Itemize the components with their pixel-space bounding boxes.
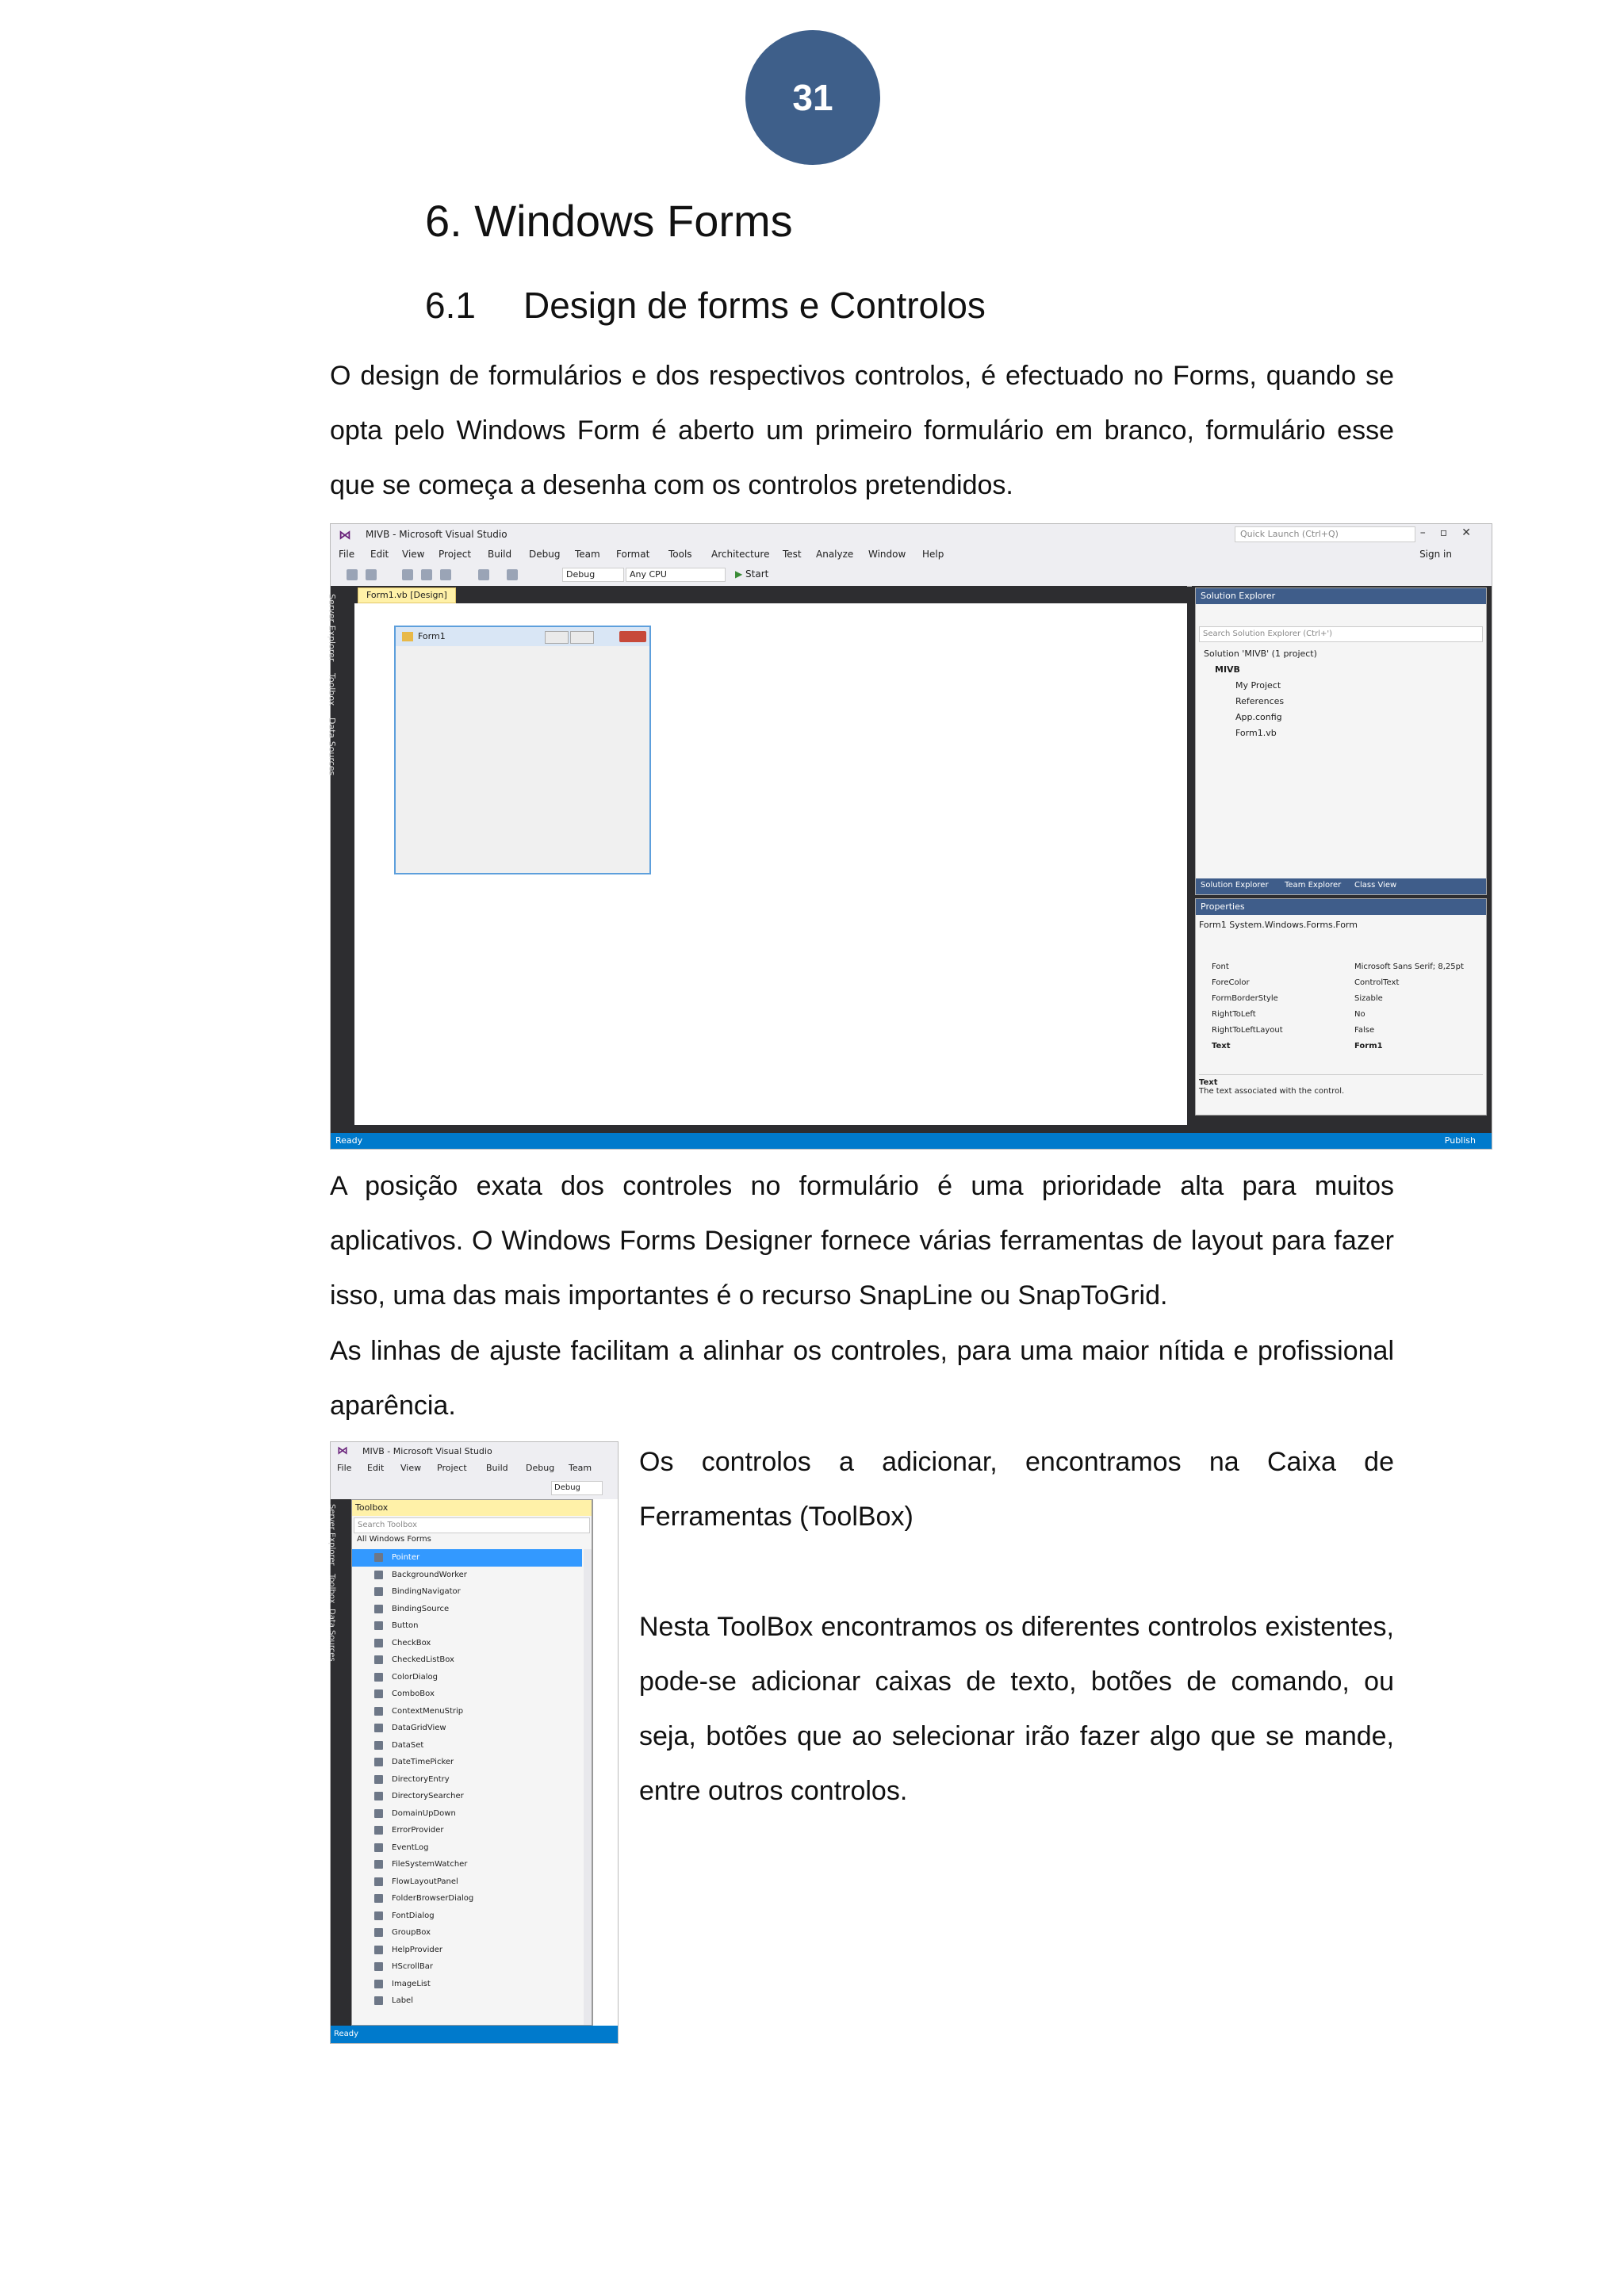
toolbox-item: ColorDialog xyxy=(352,1669,582,1686)
menu-test: Test xyxy=(783,549,802,560)
prop-value: No xyxy=(1354,1010,1365,1019)
form1-window xyxy=(394,626,651,874)
toolbox-item: HelpProvider xyxy=(352,1942,582,1959)
platform-combo: Any CPU xyxy=(626,568,726,582)
vs2-menu-file: File xyxy=(337,1463,352,1473)
toolbox-item: FontDialog xyxy=(352,1908,582,1925)
background-editor xyxy=(592,1499,618,2026)
menu-help: Help xyxy=(922,549,944,560)
vs2-toolbox-tab: Toolbox xyxy=(327,1574,336,1604)
window-controls-icon: –▫✕ xyxy=(1419,526,1485,539)
page-number: 31 xyxy=(745,30,880,165)
prop-value: Form1 xyxy=(1354,1042,1383,1050)
toolbox-item: GroupBox xyxy=(352,1924,582,1942)
vs-status-bar xyxy=(331,1133,1492,1149)
toolbox-item: HScrollBar xyxy=(352,1958,582,1976)
toolbox-item: DateTimePicker xyxy=(352,1754,582,1771)
toolbox-item: ImageList xyxy=(352,1976,582,1993)
solution-explorer-title: Solution Explorer xyxy=(1196,588,1486,604)
properties-title: Properties xyxy=(1196,899,1486,915)
properties-panel xyxy=(1195,898,1487,1115)
form-icon xyxy=(402,632,413,641)
vs-side-tabs xyxy=(327,586,354,1133)
toolbox-item: ErrorProvider xyxy=(352,1822,582,1839)
chapter-heading: 6. Windows Forms xyxy=(425,196,793,246)
solution-explorer xyxy=(1195,587,1487,895)
forward-icon xyxy=(366,569,377,580)
class-view-tab: Class View xyxy=(1354,881,1397,890)
vs2-menu-bar xyxy=(331,1460,618,1477)
prop-row xyxy=(1212,1039,1478,1054)
vs2-menu-team: Team xyxy=(569,1463,592,1473)
menu-edit: Edit xyxy=(370,549,389,560)
toolbox-scrollbar xyxy=(584,1549,592,2025)
vs-toolbox-screenshot xyxy=(327,1441,619,2044)
vs-right-panels xyxy=(1192,586,1492,1133)
prop-value: Microsoft Sans Serif; 8,25pt xyxy=(1354,962,1464,971)
vs2-window-title: MIVB - Microsoft Visual Studio xyxy=(362,1446,492,1456)
toolbox-item: FileSystemWatcher xyxy=(352,1856,582,1873)
prop-name: RightToLeftLayout xyxy=(1212,1026,1283,1035)
properties-object: Form1 System.Windows.Forms.Form xyxy=(1199,920,1358,930)
toolbox-item: DirectorySearcher xyxy=(352,1788,582,1805)
minimize-icon xyxy=(545,631,569,644)
menu-window: Window xyxy=(868,549,906,560)
save-icon xyxy=(440,569,451,580)
menu-file: File xyxy=(339,549,355,560)
prop-row xyxy=(1212,1023,1478,1039)
menu-team: Team xyxy=(575,549,600,560)
property-description xyxy=(1199,1074,1483,1110)
undo-icon xyxy=(478,569,489,580)
back-icon xyxy=(347,569,358,580)
toolbox-item: DirectoryEntry xyxy=(352,1771,582,1789)
menu-format: Format xyxy=(616,549,650,560)
toolbox-item: CheckedListBox xyxy=(352,1651,582,1669)
explorer-tabs xyxy=(1196,878,1486,894)
vs2-menu-view: View xyxy=(400,1463,422,1473)
menu-project: Project xyxy=(439,549,472,560)
menu-analyze: Analyze xyxy=(816,549,854,560)
menu-debug: Debug xyxy=(529,549,561,560)
solution-explorer-tab: Solution Explorer xyxy=(1201,881,1269,890)
toolbox-list xyxy=(352,1549,582,2010)
app-config-node: App.config xyxy=(1235,712,1282,722)
server-explorer-tab: Server Explorer xyxy=(327,594,337,662)
prop-name: Font xyxy=(1212,962,1229,971)
prop-row xyxy=(1212,1007,1478,1023)
sign-in-link: Sign in xyxy=(1419,549,1452,560)
quick-launch-input: Quick Launch (Ctrl+Q) xyxy=(1235,526,1415,542)
toolbox-item: Pointer xyxy=(352,1549,582,1567)
menu-view: View xyxy=(402,549,425,560)
new-project-icon xyxy=(402,569,413,580)
my-project-node: My Project xyxy=(1235,680,1281,691)
toolbox-item: Label xyxy=(352,1992,582,2010)
prop-value: Sizable xyxy=(1354,994,1383,1003)
snaplines-paragraph: As linhas de ajuste facilitam a alinhar os controles, para uma maior nítida e profissional aparência. xyxy=(330,1336,1394,1421)
toolbox-tab: Toolbox xyxy=(327,673,337,706)
prop-name: ForeColor xyxy=(1212,978,1250,987)
close-icon xyxy=(619,631,646,642)
desc-text: The text associated with the control. xyxy=(1199,1087,1345,1096)
toolbox-item: Button xyxy=(352,1617,582,1635)
toolbox-group: All Windows Forms xyxy=(357,1535,431,1544)
form-design-tab: Form1.vb [Design] xyxy=(358,587,456,603)
prop-name: Text xyxy=(1212,1042,1231,1050)
prop-row xyxy=(1212,975,1478,991)
prop-row xyxy=(1212,959,1478,975)
vs2-config-combo: Debug xyxy=(551,1481,603,1495)
vs2-menu-debug: Debug xyxy=(526,1463,555,1473)
vs2-logo-icon: ⋈ xyxy=(337,1445,348,1457)
publish-label: Publish xyxy=(1444,1135,1476,1146)
data-sources-tab: Data Sources xyxy=(327,718,337,776)
toolbox-title: Toolbox xyxy=(352,1500,592,1516)
prop-name: RightToLeft xyxy=(1212,1010,1256,1019)
prop-row xyxy=(1212,991,1478,1007)
section-title: Design de forms e Controlos xyxy=(523,285,986,326)
toolbox-item: DataGridView xyxy=(352,1720,582,1737)
toolbox-item: ContextMenuStrip xyxy=(352,1703,582,1720)
toolbox-item: DomainUpDown xyxy=(352,1805,582,1823)
start-button: ▶ Start xyxy=(735,568,768,580)
team-explorer-tab: Team Explorer xyxy=(1285,881,1342,890)
status-text: Ready xyxy=(335,1135,363,1146)
vs2-menu-edit: Edit xyxy=(367,1463,385,1473)
project-node: MIVB xyxy=(1215,664,1240,675)
toolbox-detail-paragraph: Nesta ToolBox encontramos os diferentes controlos existentes, pode-se adicionar caixas de texto, botões de comando, ou seja, botões que ao selecionar irão fazer algo que se mande, entre outros controlos. xyxy=(639,1612,1394,1806)
toolbox-item: EventLog xyxy=(352,1839,582,1857)
form1-title: Form1 xyxy=(396,627,649,646)
vs-window-title: MIVB - Microsoft Visual Studio xyxy=(366,529,508,540)
toolbox-item: BackgroundWorker xyxy=(352,1567,582,1584)
prop-value: ControlText xyxy=(1354,978,1400,987)
desc-title: Text xyxy=(1199,1078,1218,1087)
toolbox-item: BindingNavigator xyxy=(352,1583,582,1601)
intro-paragraph: O design de formulários e dos respectivos controlos, é efectuado no Forms, quando se opta pelo Windows Form é aberto um primeiro formulário em branco, formulário esse que se começa a desenha com os controlos pretendidos. xyxy=(330,361,1394,500)
vs2-side-tabs xyxy=(327,1499,351,2026)
position-paragraph: A posição exata dos controles no formulário é uma prioridade alta para muitos aplicativos. O Windows Forms Designer fornece várias ferramentas de layout para fazer isso, uma das mais importantes é o recurso SnapLine ou SnapToGrid. xyxy=(330,1171,1394,1311)
menu-tools: Tools xyxy=(668,549,692,560)
vs2-title-bar xyxy=(331,1442,618,1460)
menu-architecture: Architecture xyxy=(711,549,770,560)
vs2-data-sources-tab: Data Sources xyxy=(327,1609,336,1662)
vs-title-bar xyxy=(331,524,1492,545)
solution-search: Search Solution Explorer (Ctrl+') xyxy=(1199,626,1483,642)
vs2-server-explorer-tab: Server Explorer xyxy=(327,1504,336,1566)
vs2-menu-build: Build xyxy=(486,1463,508,1473)
vs2-toolbar xyxy=(331,1477,618,1500)
open-icon xyxy=(421,569,432,580)
section-number: 6.1 xyxy=(425,285,476,326)
redo-icon xyxy=(507,569,518,580)
toolbox-item: ComboBox xyxy=(352,1686,582,1703)
vs-logo-icon: ⋈ xyxy=(339,527,351,542)
toolbox-intro-paragraph: Os controlos a adicionar, encontramos na Caixa de Ferramentas (ToolBox) xyxy=(639,1447,1394,1532)
form1-vb-node: Form1.vb xyxy=(1235,728,1277,738)
toolbox-item: FolderBrowserDialog xyxy=(352,1890,582,1908)
toolbox-item: DataSet xyxy=(352,1737,582,1755)
vs2-status-bar: Ready xyxy=(331,2026,618,2043)
config-combo: Debug xyxy=(562,568,624,582)
section-heading xyxy=(425,284,986,327)
design-surface xyxy=(354,586,1187,1125)
toolbox-item: FlowLayoutPanel xyxy=(352,1873,582,1891)
vs-menu-bar xyxy=(331,545,1492,564)
solution-node: Solution 'MIVB' (1 project) xyxy=(1204,649,1317,659)
toolbox-item: CheckBox xyxy=(352,1635,582,1652)
prop-value: False xyxy=(1354,1026,1375,1035)
references-node: References xyxy=(1235,696,1285,706)
toolbox-panel xyxy=(351,1499,592,2026)
vs2-menu-project: Project xyxy=(437,1463,467,1473)
maximize-icon xyxy=(570,631,594,644)
prop-name: FormBorderStyle xyxy=(1212,994,1278,1003)
toolbox-item: BindingSource xyxy=(352,1601,582,1618)
menu-build: Build xyxy=(488,549,512,560)
vs-toolbar xyxy=(331,564,1492,587)
toolbox-search: Search Toolbox xyxy=(354,1517,590,1533)
document-tab-bar xyxy=(354,586,1187,603)
vs-designer-screenshot xyxy=(327,523,1492,1150)
